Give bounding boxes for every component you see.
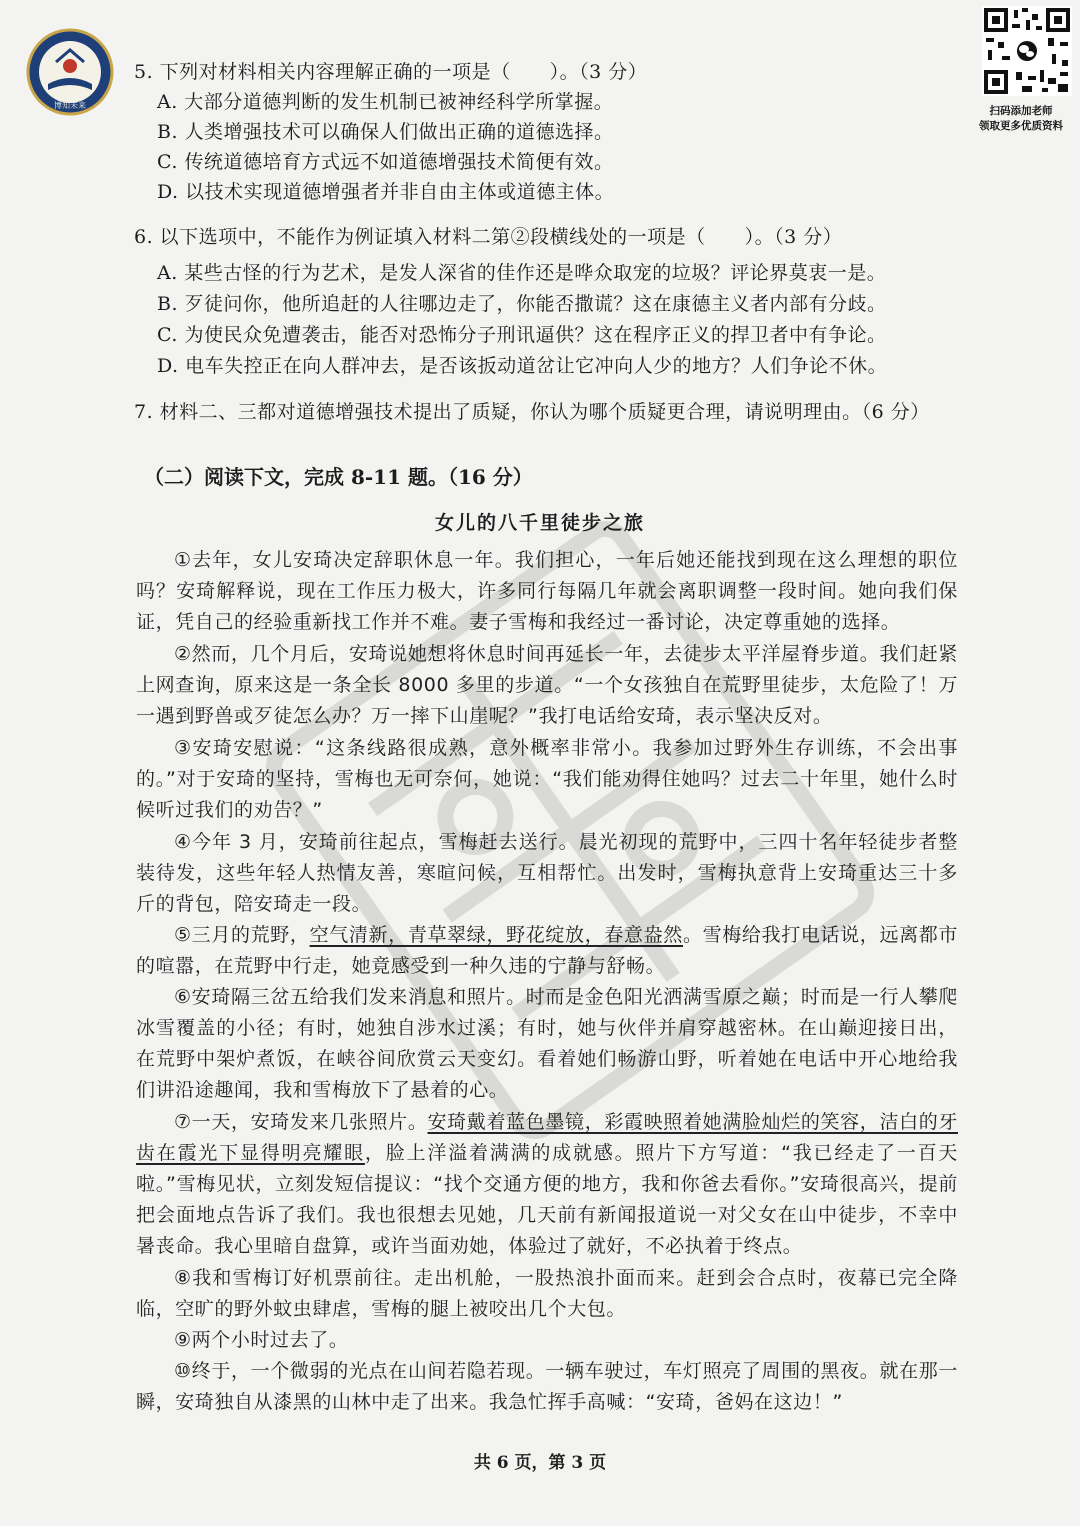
question-6-option-c: C. 为使民众免遭袭击，能否对恐怖分子刑讯逼供？这在程序正义的捍卫者中有争论。: [157, 324, 887, 346]
question-6-stem: 6. 以下选项中，不能作为例证填入材料二第②段横线处的一项是（ ）。（3 分）: [134, 226, 843, 248]
logo-text: 博知未来: [54, 101, 86, 110]
paragraph-5-start: ⑤三月的荒野，: [174, 924, 310, 946]
question-5-stem: 5. 下列对材料相关内容理解正确的一项是（ ）。（3 分）: [134, 61, 648, 83]
page-footer: 共 6 页，第 3 页: [473, 1453, 607, 1473]
question-5-option-b: B. 人类增强技术可以确保人们做出正确的道德选择。: [157, 121, 614, 143]
question-6-option-b: B. 歹徒问你，他所追赶的人往哪边走了，你能否撒谎？这在康德主义者内部有分歧。: [157, 293, 887, 315]
question-6-option-d: D. 电车失控正在向人群冲去，是否该扳动道岔让它冲向人少的地方？人们争论不休。: [157, 355, 888, 377]
paragraph-3: ③安琦安慰说：“这条线路很成熟，意外概率非常小。我参加过野外生存训练，不会出事的。”对于安琦的坚持，雪梅也无可奈何，她说：“我们能劝得住她吗？过去二十年里，她什么时候听过我们的劝告？”: [136, 737, 958, 821]
school-logo: [26, 28, 114, 116]
paragraph-9: ⑨两个小时过去了。: [174, 1329, 349, 1351]
paragraph-4: ④今年 3 月，安琦前往起点，雪梅赶去送行。晨光初现的荒野中，三四十名年轻徒步者整装待发，这些年轻人热情友善，寒暄问候，互相帮忙。出发时，雪梅执意背上安琦重达三十多斤的背包，陪安琦走一段。: [136, 831, 958, 915]
question-6-option-a: A. 某些古怪的行为艺术，是发人深省的佳作还是哗众取宠的垃圾？评论界莫衷一是。: [157, 262, 887, 284]
qr-caption-line2: 领取更多优质资料: [979, 120, 1063, 132]
paragraph-6: ⑥安琦隔三岔五给我们发来消息和照片。时而是金色阳光洒满雪原之巅；时而是一行人攀爬冰雪覆盖的小径；有时，她独自涉水过溪；有时，她与伙伴并肩穿越密林。在山巅迎接日出，在荒野中架炉煮饭，在峡谷间欣赏云天变幻。看着她们畅游山野，听着她在电话中开心地给我们讲沿途趣闻，我和雪梅放下了悬着的心。: [136, 986, 958, 1101]
paragraph-5-end: 。雪梅给我打电话说，远离都市的喧嚣，在荒野中行走，她竟感受到一种久违的宁静与舒畅。: [136, 924, 959, 977]
paragraph-7-start: ⑦一天，安琦发来几张照片。: [174, 1111, 428, 1133]
paragraph-8: ⑧我和雪梅订好机票前往。走出机舱，一股热浪扑面而来。赶到会合点时，夜幕已完全降临，空旷的野外蚊虫肆虐，雪梅的腿上被咬出几个大包。: [136, 1267, 958, 1320]
qr-caption-line1: 扫码添加老师: [989, 105, 1053, 117]
question-7-stem: 7. 材料二、三都对道德增强技术提出了质疑，你认为哪个质疑更合理，请说明理由。（6 分）: [134, 401, 930, 423]
question-5-option-c: C. 传统道德培育方式远不如道德增强技术简便有效。: [157, 151, 614, 173]
paragraph-7: [136, 1107, 958, 1262]
paragraph-7-underlined: 安琦戴着蓝色墨镜，彩霞映照着她满脸灿烂的笑容，洁白的牙齿在霞光下显得明亮耀眼: [136, 1111, 959, 1164]
section-heading: （二）阅读下文，完成 8-11 题。（16 分）: [144, 465, 533, 489]
question-5-option-a: A. 大部分道德判断的发生机制已被神经科学所掌握。: [157, 91, 614, 113]
question-5-option-d: D. 以技术实现道德增强者并非自由主体或道德主体。: [157, 181, 615, 203]
paragraph-2: ②然而，几个月后，安琦说她想将休息时间再延长一年，去徒步太平洋屋脊步道。我们赶紧上网查询，原来这是一条全长 8000 多里的步道。“一个女孩独自在荒野里徒步，太危险了！万一遇到野兽或歹徒怎么办？万一摔下山崖呢？”我打电话给安琦，表示坚决反对。: [136, 643, 958, 727]
paragraph-1: ①去年，女儿安琦决定辞职休息一年。我们担心，一年后她还能找到现在这么理想的职位吗？安琦解释说，现在工作压力极大，许多同行每隔几年就会离职调整一段时间。她向我们保证，凭自己的经验重新找工作并不难。妻子雪梅和我经过一番讨论，决定尊重她的选择。: [136, 549, 958, 633]
article-title: 女儿的八千里徒步之旅: [434, 512, 645, 534]
paragraph-7-end: ，脸上洋溢着满满的成就感。照片下方写道：“我已经走了一百天啦。”雪梅见状，立刻发短信提议：“找个交通方便的地方，我和你爸去看你。”安琦很高兴，提前把会面地点告诉了我们。我也很想去见她，几天前有新闻报道说一对父女在山中徒步，不幸中暑丧命。我心里暗自盘算，或许当面劝她，体验过了就好，不必执着于终点。: [136, 1142, 958, 1257]
qr-code[interactable]: [982, 6, 1072, 96]
paragraph-5: [136, 920, 958, 982]
paragraph-5-underlined: 空气清新，青草翠绿，野花绽放，春意盎然: [309, 924, 683, 946]
paragraph-10: ⑩终于，一个微弱的光点在山间若隐若现。一辆车驶过，车灯照亮了周围的黑夜。就在那一瞬，安琦独自从漆黑的山林中走了出来。我急忙挥手高喊：“安琦，爸妈在这边！”: [136, 1360, 958, 1413]
qr-caption: [962, 104, 1080, 134]
